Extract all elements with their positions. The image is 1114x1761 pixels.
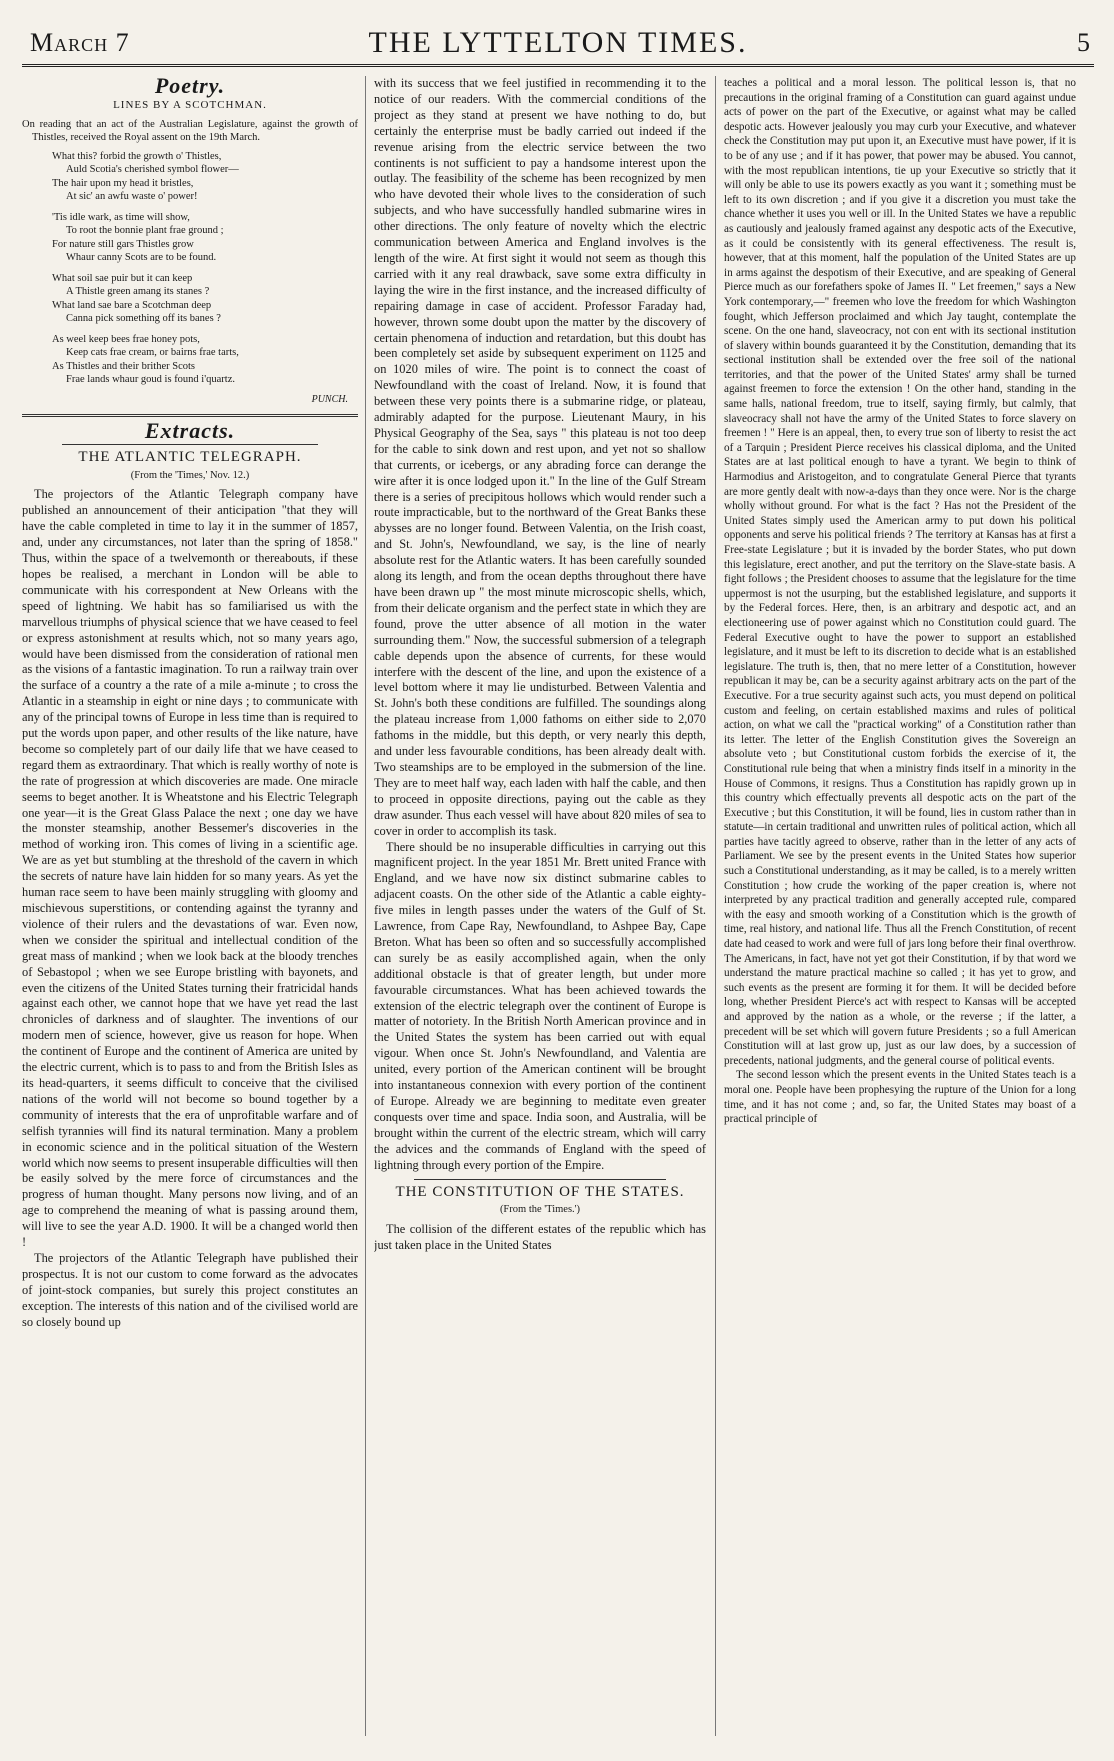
article-source: (From the 'Times.') [499,1204,581,1216]
poem-line: For nature still gars Thistles grow [52,238,194,250]
poem-line: Auld Scotia's cherished symbol flower— [66,164,239,176]
poem-line: 'Tis idle wark, as time will show, [52,211,190,223]
column-3 [724,76,1076,1745]
poem-line: The hair upon my head it bristles, [52,177,194,189]
article-source: (From the 'Times,' Nov. 12.) [130,469,250,481]
newspaper-title: THE LYTTELTON TIMES. [368,26,748,59]
poem-credit: PUNCH. [311,393,348,405]
poem-line: At sic' an awfu waste o' power! [66,191,198,203]
article-paragraph: teaches a political and a moral lesson. The political lesson is, that no precautions in the original framing of a Constitution can guard against undue acts of power on the part of the Executive, or against what may be called despotic acts. However jealously you may curb your Executive, and whatever check the Constitution may put upon it, an Executive must have power, if it is to be of any use ; and if it has power, that power may be abused. You cannot, with the most republican intentions, tie up your Executive so strictly that it will only be able to use its powers exactly as you want it ; something must be left to its own discretion ; and if you give it a discretion you must take the chance whether it uses you well or ill. In the United States we have a republic as cautiously and jealously framed against any despotic acts of the Executive, as it could be consistently with its general effectiveness. The result is, however, that at this moment, half the population of the United States are up in arms against the despotism of their Executive, and are speaking of General Pierce much as our forefathers spoke of James II. " Let freemen," says a New York contemporary,—" freemen who love the freedom for which Washington fought, which Jefferson proclaimed and which Jay taught, contemplate the scene. On the one hand, slaveocracy, not con ent with its sectional institution of slavery within bounds guaranteed it by the Constitution, demanding that its sectional institution shall be extended over the free soil of the national territories, and that the power of the United States' army shall be turned against freemen to force the extension ! On the other hand, standing in the same halls, national freedom, true to itself, saying firmly, but calmly, that slaveocracy shall not have the army of the United States to force slavery on freemen ! " Here is an appeal, then, to every true son of liberty to resist the act of a Tarquin ; President Pierce receives his classical diploma, and the United States are at last political enough to have a tyrant. We begin to think of Harmodius and Aristogeiton, and to congratulate General Pierce that tyrants are more gently dealt with now-a-days than they once were. Nor is the charge wholly without ground. For what is the fact ? Has not the President of the United States simply used the American army to put down his political opponents and serve his political friends ? The territory at Kansas has at first a Free-state Legislature ; but it is invaded by the border States, who put down this legislature, erect another, and put the territory on the Slave-state basis. A fight follows ; the President chooses to assume that the legislature for the time uppermost is not the usurping, but the established legislature, and supports it by the Federal forces. Here, then, is an arbitrary and despotic act, and an electioneering use of power against which no Constitution could guard. The Federal Executive ought to have the power to support an established legislature, and it must be left to its discretion to decide what is an established legislature. The truth is, then, that no mere letter of a Constitution, however republican it may be, can be a security against arbitrary acts on the part of the Executive. For a true security against such acts, you must depend on political custom and feeling, on certain established maxims and rules of political action, on what we call the "practical working" of a Constitution rather than its letter. The letter of the English Constitution gives the Sovereign an absolute veto ; but Constitutional custom forbids the exercise of it, the Constitutional rule being that when a ministry finds itself in a minority in the House of Commons, it resigns. Thus a Constitution has rapidly grown up in this country which effectually prevents all despotic acts on the part of the Executive ; but this Constitution, it will be found, lies in custom rather than in statute—in certain traditional and unwritten rules of political action, which all parties have tacitly agreed to observe, rather than in the letter of any acts of Parliament. We see by the present events in the United States how superior such a Constitutional understanding, as it may be called, is to a merely written Constitution ; how crude the working of the paper creation is, where not interpreted by any practical tradition and generally accepted rule, compared with the easy and smooth working of a Constitution which is the growth of time, real history, and national life. Thus all the French Constitution, of recent date had ceased to work and were full of jars long before their final overthrow. The Americans, in fact, have not yet got their Constitution, if by that word we understand the mature practical machine so called ; it has yet to grow, and such events as the present are forming it for them. It will be decided before long, whether President Pierce's act with respect to Kansas will be accepted and approved by the nation as a whole, or the reverse ; if the latter, a precedent will be set which will govern future Presidents ; so a full American Constitution will at last grow up, just as our law does, by a succession of precedents, national judgments, and the general course of political events. [724,77,1076,1067]
poem-stanza [52,211,358,265]
article-paragraph: There should be no insuperable difficulties in carrying out this magnificent project. In the year 1851 Mr. Brett united France with England, and we have now six distinct submarine cables to adjacent coasts. On the other side of the Atlantic a cable eighty-five miles in length passes under the waters of the Gulf of St. Lawrence, from Cape Ray, Newfoundland, to Ashpee Bay, Cape Breton. What has been so often and so successfully accomplished can surely be as easily accomplished again, when the only additional obstacle is that of greater length, but under more favourable circumstances. What has been achieved towards the extension of the electric telegraph over the continent of Europe is matter of notoriety. In the British North American province and in the United States the system has been carried out with equal vigour. When once St. John's Newfoundland, and Valentia are united, every portion of the American continent will be brought into instantaneous connexion with every portion of the continent of Europe. Already we are beginning to meditate even greater conquests over time and space. India soon, and Australia, will be brought within the current of the electric stream, which will carry the advices and the commands of England with the speed of lightning through every portion of the Empire. [374,839,706,1172]
poem-line: A Thistle green amang its stanes ? [66,286,210,298]
poem-line: What soil sae puir but it can keep [52,272,193,284]
poem-line: Whaur canny Scots are to be found. [66,252,217,264]
poem-line: To root the bonnie plant frae ground ; [66,225,224,237]
poem-line: Frae lands whaur goud is found i'quartz. [66,374,235,386]
divider [62,444,318,445]
masthead [22,20,1094,67]
article-paragraph: The projectors of the Atlantic Telegraph have published their prospectus. It is not our custom to come forward as the advocates of joint-stock companies, but surely this project constitutes an exception. The interests of this nation and of the civilised world are so closely bound up [22,1250,358,1329]
poem-line: As weel keep bees frae honey pots, [52,333,200,345]
poem-stanza [52,150,358,204]
poem-note: On reading that an act of the Australian Legislature, against the growth of Thistles, received the Royal assent on the 19th March. [22,118,358,143]
column-2 [374,76,706,1745]
article-paragraph: with its success that we feel justified in recommending it to the notice of our readers. With the commercial conditions of the project as they stand at present we have nothing to do, but certainly the enterprise must be badly carried out indeed if the revenue arising from the electric service between the two continents is not sufficient to pay a handsome interest upon the outlay. The feasibility of the scheme has been recognized by men who have devoted their whole lives to the consideration of such subjects, and who have successfully handled submarine wires in other directions. The only feature of novelty which the electric communication between America and England involves is the length of the wire. At first sight it would not seem as though this carried with it any real drawback, save some extra difficulty in laying the wire in the first instance, and the increased difficulty of repairing damage in case of accident. Professor Faraday had, however, thrown some doubt upon the matter by the discovery of certain phenomena of induction and retardation, but this doubt has been completely set aside by subsequent experiment on 1125 and on 1020 miles of wire. The point is to connect the coast of Newfoundland with the coast of Ireland. Now, it is found that between these very points there is a submarine ridge, or plateau, admirably adapted for the purpose. Lieutenant Maury, in his Physical Geography of the Sea, says " this plateau is not too deep for the cable to sink down and rest upon, and yet not so shallow that currents, or icebergs, or any abrading force can derange the wire after it is once lodged upon it." In the line of the Gulf Stream there is a series of precipitous hollows which would render such a route impracticable, but to the northward of the Great Banks these abysses are no longer found. Between Valentia, on the Irish coast, and St. John's, Newfoundland, we say, is the line of nearly absolute rest for the Atlantic waters. It has been carefully sounded along its length, and from the ocean depths throughout there have have been drawn up " the most minute microscopic shells, which, from their delicate organism and the perfect state in which they are found, prove the utter absence of all motion in the water surrounding them." Now, the successful submersion of a telegraph cable depends upon the absence of currents, for these would interfere with the descent of the line, and upon the existence of a level bottom where it may lie undisturbed. Between Valentia and St. John's both these conditions are fulfilled. The soundings along the plateau increase from 1,000 fathoms on either side to 2,070 fathoms in the middle, but this depth, or very nearly this depth, and under less favourable conditions, has been already dealt with. Two steamships are to be employed in the submersion of the line. They are to meet half way, each laden with half the cable, and then to proceed in opposite directions, paying out the cable as they draw asunder. Thus each vessel will have about 820 miles of sea to cover in order to accomplish its task. [374,76,706,838]
issue-date: March 7 [30,28,130,57]
columns [22,76,1094,1745]
poem-line: As Thistles and their brither Scots [52,360,195,372]
article-title: THE CONSTITUTION OF THE STATES. [395,1183,685,1200]
article-title: THE ATLANTIC TELEGRAPH. [78,448,302,465]
poem-line: What this? forbid the growth o' Thistles, [52,150,222,162]
newspaper-page [22,20,1094,1745]
poem-line: What land sae bare a Scotchman deep [52,299,212,311]
page-number: 5 [1077,28,1090,57]
section-divider [22,414,358,417]
poetry-section-head: Poetry. [154,76,226,98]
article-paragraph: The projectors of the Atlantic Telegraph company have published an announcement of their anticipation "that they will have the cable completed in time to lay it in the summer of 1857, and, under any circumstances, not later than the spring of 1858." Thus, within the space of a twelvemonth or thereabouts, if these hopes be realised, a merchant in London will be able to communicate with his correspondent at New Orleans with the speed of lightning. We habit has so familiarised us with the marvellous triumphs of physical science that we have ceased to feel or express astonishment at results which, not so many years ago, would have been dismissed from the consideration of rational men as the visions of a fantastic imagination. To run a railway train over the surface of a country a the rate of a mile a-minute ; to cross the Atlantic in a steamship in eight or nine days ; to communicate with any of the principal towns of Europe in less time than is required to put the words upon paper, and other results of the like nature, have become so completely part of our daily life that we have ceased to regard them as extraordinary. That which is really worthy of note is the rate of progression at which discoveries are made. One miracle seems to beget another. It is Wheatstone and his Electric Telegraph one year—it is the Great Glass Palace the next ; one day we have the monster steamship, another Bessemer's discoveries in the method of working iron. This comes of living in a scientific age. We are as yet but stumbling at the threshold of the cavern in which the secrets of nature have lain hidden for so many years. As yet the human race seem to have been mainly struggling with gloomy and mischievous superstitions, or contending against the tyranny and violence of their rulers and the devastations of war. Even now, when we consider the spiritual and intellectual condition of the great mass of mankind ; when we look back at the bloody trenches of Sebastopol ; when we see Europe bristling with bayonets, and even the citizens of the United States turning their fratricidal hands against each other, we cannot hope that we have yet read the last chronicles of darkness and of slaughter. The inventions of our modern men of science, however, give us reason for hope. When the continent of Europe and the continent of America are united by the electric current, which is to pass to and from the British Isles as its head-quarters, it seems difficult to conceive that the civilised nations of the world will not become so bound together by a community of interests that the era of unprofitable warfare and of selfish tyrannies will find its natural termination. Many a problem in economic science and in the political situation of the Western world which now seems to present insuperable difficulties will then be easily solved by the mere force of circumstances and the progress of human thought. Many persons now living, and of an age to comprehend the meaning of what is passing around them, will live to see the year A.D. 1900. It will be a changed world then ! [22,487,358,1250]
poem-stanza [52,333,358,387]
poem-title: LINES BY A SCOTCHMAN. [113,98,267,111]
article-paragraph: The collision of the different estates of the republic which has just taken place in the United States [374,1222,706,1253]
extracts-section-head: Extracts. [144,417,236,443]
poem-line: Keep cats frae cream, or bairns frae tarts, [66,347,239,359]
article-paragraph: The second lesson which the present events in the United States teach is a moral one. People have been prophesying the rupture of the Union for a long time, and it has not come ; and, so far, the United States may boast of a practical principle of [724,1069,1076,1126]
column-1 [22,76,358,1745]
divider [414,1179,666,1180]
poem-line: Canna pick something off its banes ? [66,313,221,325]
poem-stanza [52,272,358,326]
